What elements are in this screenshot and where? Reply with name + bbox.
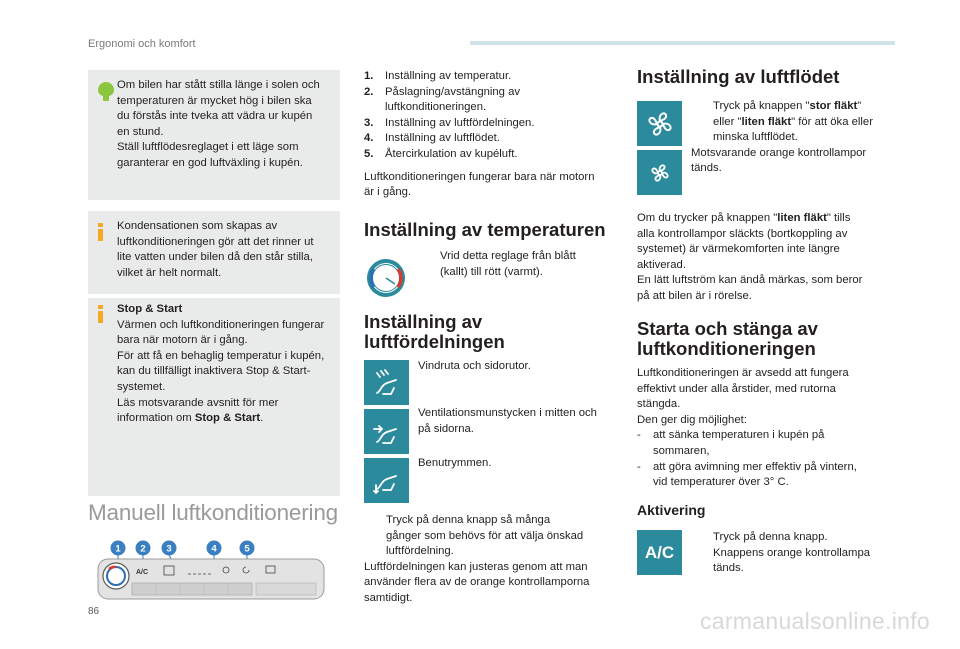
- temperature-knob-icon: [364, 256, 408, 300]
- vents-distribution-icon: [364, 409, 409, 454]
- page-title: Manuell luftkonditionering: [88, 500, 338, 525]
- list-item: - att göra avimning mer effektiv på vintern,: [637, 460, 857, 473]
- watermark: carmanualsonline.info: [699, 608, 930, 634]
- heading-start-stop: Starta och stänga av luftkonditioneringen: [637, 318, 818, 359]
- heading-distribution: Inställning av luftfördelningen: [364, 311, 505, 352]
- list-item: 1. Inställning av temperatur.: [364, 70, 512, 82]
- footwell-distribution-icon: [364, 458, 409, 503]
- info-icon: [98, 305, 103, 323]
- info-box-stop-start: [88, 298, 340, 496]
- page-number: 86: [88, 606, 100, 617]
- panel-ac-label: A/C: [135, 569, 149, 576]
- ac-button-icon: A/C: [637, 530, 682, 575]
- list-item: 4. Inställning av luftflödet.: [364, 132, 500, 145]
- heading-airflow: Inställning av luftflödet: [637, 66, 840, 87]
- info-text: Stop & Start Värmen och luftkonditioneringen fungerar bara när motorn är i gång. För att få en behaglig temperatur i kupén, kan du tillfälligt inaktivera Stop & Start- systemet. Läs motsvarande avsnitt för mer information om Stop & Start.: [117, 303, 325, 425]
- callout-4: 4: [211, 543, 217, 555]
- info-text: Kondensationen som skapas av luftkonditioneringen gör att det rinner ut lite vatten under bilen då den står stilla, vilket är helt normalt.: [117, 220, 314, 279]
- distribution-instructions: Tryck på denna knapp så många gånger som behövs för att välja önskad luftfördelning. Luftfördelningen kan justeras genom att man använder flera av de orange kontrollamporna samtidigt.: [364, 514, 590, 604]
- heading-activation: Aktivering: [637, 502, 706, 518]
- section-title: Ergonomi och komfort: [88, 38, 196, 50]
- lightbulb-icon: [98, 82, 114, 102]
- tip-text: Om bilen har stått stilla länge i solen och temperaturen är mycket hög i bilen ska du förstås inte tveka att vädra ur kupén en stund. Ställ luftflödesreglaget i ett läge som garanterar en god luftväxling i kupén.: [117, 79, 320, 169]
- list-item: 2. Påslagning/avstängning av luftkonditioneringen.: [364, 85, 521, 114]
- distribution-option-windscreen: Vindruta och sidorutor.: [418, 360, 531, 372]
- distribution-option-vents: Ventilationsmunstycken i mitten och på sidorna.: [418, 407, 597, 435]
- stop-start-heading: Stop & Start: [117, 303, 183, 315]
- temperature-instruction: Vrid detta reglage från blått (kallt) till rött (varmt).: [440, 250, 576, 278]
- airflow-instruction: Tryck på knappen "stor fläkt" eller "liten fläkt" för att öka eller minska luftflödet. Motsvarande orange kontrollampor tänds.: [691, 100, 873, 175]
- distribution-option-footwell: Benutrymmen.: [418, 457, 492, 469]
- start-stop-text: Luftkonditioneringen är avsedd att fungera effektivt under alla årstider, med rutorna stängda. Den ger dig möjlighet: - att sänka temperaturen i kupén på sommaren, - att göra avimning mer effektiv på vintern, vid temperaturer över 3° C.: [637, 366, 897, 491]
- tip-box-sun: [88, 70, 340, 200]
- control-list: [364, 69, 614, 201]
- activation-instruction: Tryck på denna knapp. Knappens orange kontrollampa tänds.: [713, 531, 871, 575]
- list-item: 5. Återcirkulation av kupéluft.: [364, 147, 518, 160]
- callout-2: 2: [140, 543, 146, 555]
- info-icon: [98, 223, 103, 241]
- callout-numbers: [111, 541, 255, 556]
- windscreen-distribution-icon: [364, 360, 409, 405]
- airflow-note: Om du trycker på knappen "liten fläkt" tills alla kontrollampor släckts (bortkoppling av systemet) är värmekomforten inte längre aktiverad. En lätt luftström kan ändå märkas, som beror på att bilen är i rörelse.: [637, 212, 863, 302]
- heading-temperature: Inställning av temperaturen: [364, 219, 606, 240]
- small-fan-icon: [637, 150, 682, 195]
- control-panel-illustration: [96, 536, 326, 604]
- ac-engine-note: Luftkonditioneringen fungerar bara när motorn är i gång.: [364, 170, 595, 199]
- callout-1: 1: [115, 543, 121, 555]
- info-box-condensation: [88, 211, 340, 294]
- large-fan-icon: [637, 101, 682, 146]
- callout-3: 3: [166, 543, 172, 555]
- list-item: 3. Inställning av luftfördelningen.: [364, 116, 535, 129]
- list-item: - att sänka temperaturen i kupén på: [637, 429, 825, 442]
- header-divider: [470, 41, 895, 45]
- callout-5: 5: [244, 543, 250, 555]
